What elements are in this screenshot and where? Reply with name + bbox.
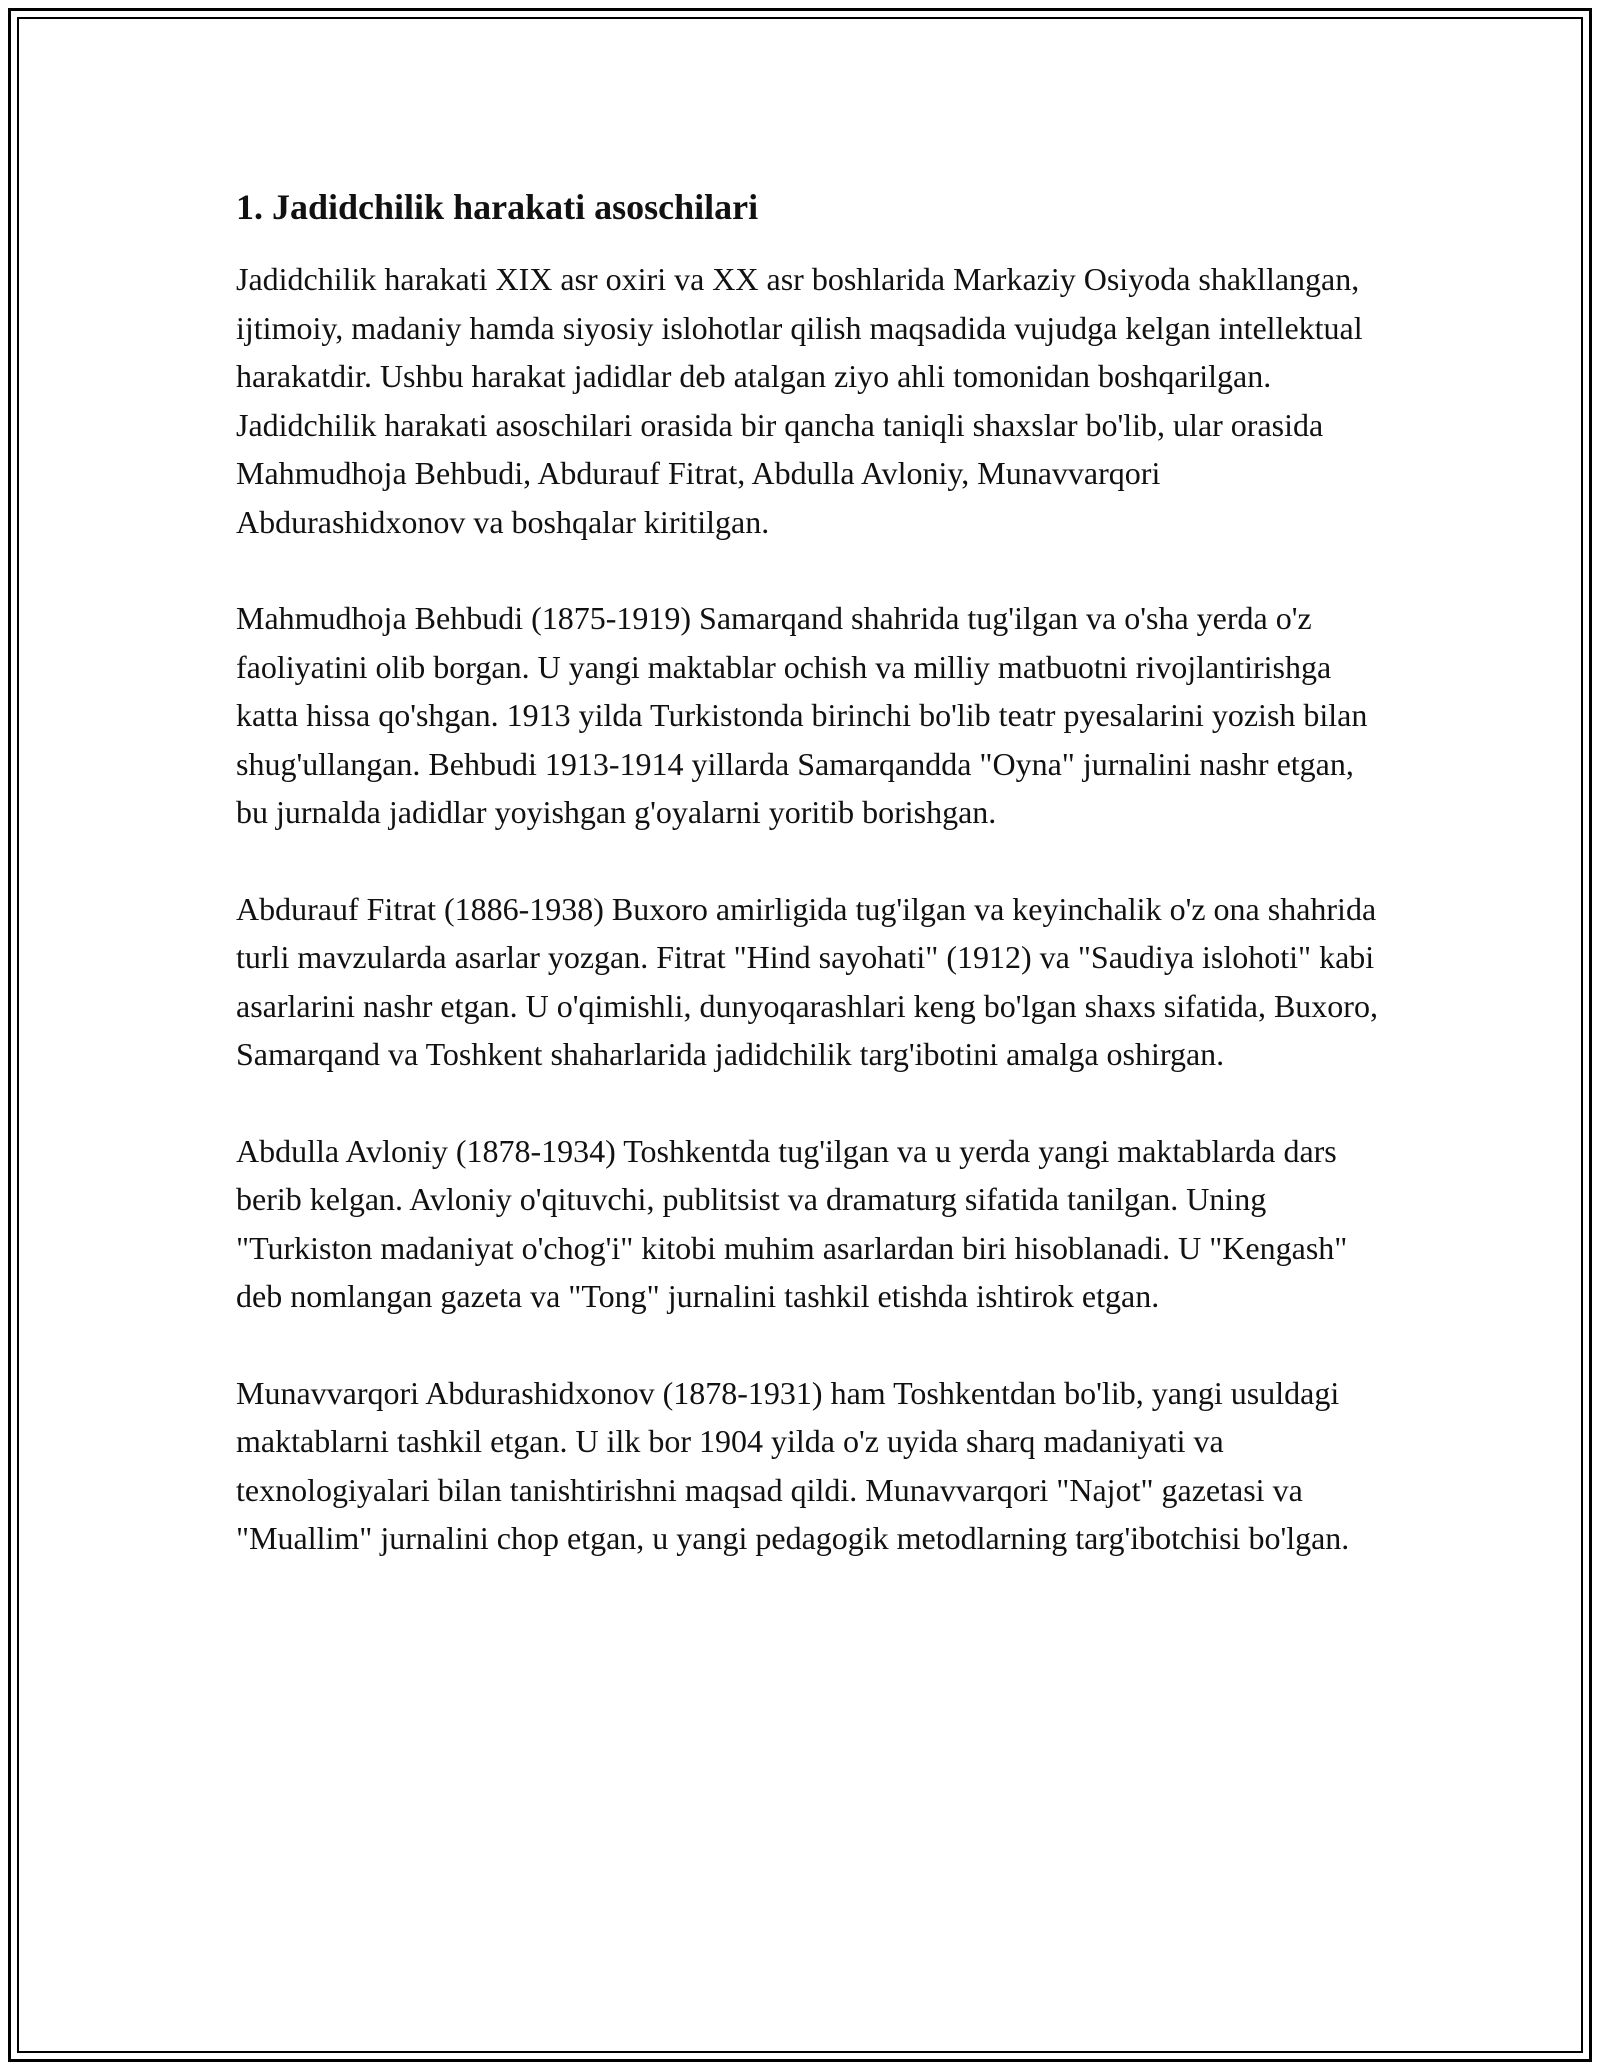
section-heading: 1. Jadidchilik harakati asoschilari xyxy=(236,187,759,227)
paragraph-behbudi: Mahmudhoja Behbudi (1875-1919) Samarqand shahrida tug'ilgan va o'sha yerda o'z faoliyatini olib borgan. U yangi maktablar ochish va milliy matbuotni rivojlantirishga katta hissa qo'shgan. 1913 yilda Turkistonda birinchi bo'lib teatr pyesalarini yozish bilan shug'ullangan. Behbudi 1913-1914 yillarda Samarqandda "Oyna" jurnalini nashr etgan, bu jurnalda jadidlar yoyishgan g'oyalarni yoritib borishgan. xyxy=(236,600,1368,831)
paragraph-intro: Jadidchilik harakati XIX asr oxiri va XX asr boshlarida Markaziy Osiyoda shakllangan, ijtimoiy, madaniy hamda siyosiy islohotlar qilish maqsadida vujudga kelgan intellektual harakatdir. Ushbu harakat jadidlar deb atalgan ziyo ahli tomonidan boshqarilgan. Jadidchilik harakati asoschilari orasida bir qancha taniqli shaxslar bo'lib, ular orasida Mahmudhoja Behbudi, Abdurauf Fitrat, Abdulla Avloniy, Munavvarqori Abdurashidxonov va boshqalar kiritilgan. xyxy=(236,261,1363,540)
paragraph-avloniy: Abdulla Avloniy (1878-1934) Toshkentda tug'ilgan va u yerda yangi maktablarda dars berib kelgan. Avloniy o'qituvchi, publitsist va dramaturg sifatida tanilgan. Uning "Turkiston madaniyat o'chog'i" kitobi muhim asarlardan biri hisoblanadi. U "Kengash" deb nomlangan gazeta va "Tong" jurnalini tashkil etishda ishtirok etgan. xyxy=(236,1132,1348,1315)
paragraph-munavvarqori: Munavvarqori Abdurashidxonov (1878-1931) ham Toshkentdan bo'lib, yangi usuldagi maktablarni tashkil etgan. U ilk bor 1904 yilda o'z uyida sharq madaniyati va texnologiyalari bilan tanishtirishni maqsad qildi. Munavvarqori "Najot" gazetasi va "Muallim" jurnalini chop etgan, u yangi pedagogik metodlarning targ'ibotchisi bo'lgan. xyxy=(236,1374,1350,1557)
paragraph-fitrat: Abdurauf Fitrat (1886-1938) Buxoro amirligida tug'ilgan va keyinchalik o'z ona shahrida turli mavzularda asarlar yozgan. Fitrat "Hind sayohati" (1912) va "Saudiya islohoti" kabi asarlarini nashr etgan. U o'qimishli, dunyoqarashlari keng bo'lgan shaxs sifatida, Buxoro, Samarqand va Toshkent shaharlarida jadidchilik targ'ibotini amalga oshirgan. xyxy=(236,890,1378,1073)
document-body xyxy=(236,186,1386,1611)
